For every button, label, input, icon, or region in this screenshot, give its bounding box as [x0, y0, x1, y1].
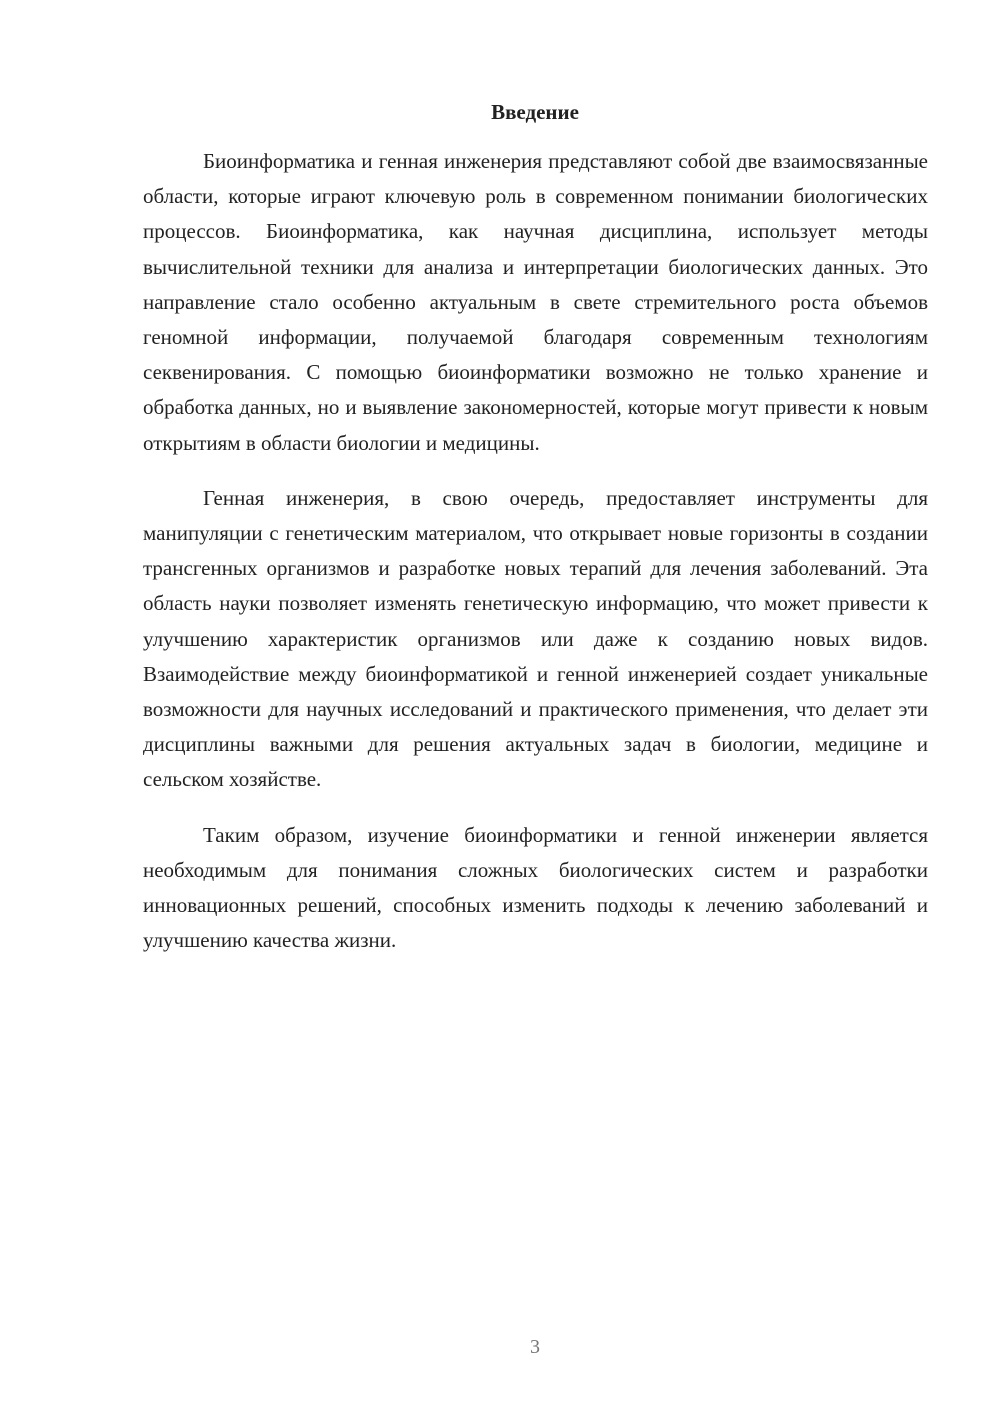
paragraph-1: Биоинформатика и генная инженерия представляют собой две взаимосвязанные области, которые играют ключевую роль в современном понимании биологических процессов. Биоинформатика, как научная дисциплина, использует методы вычислительной техники для анализа и интерпретации биологических данных. Это направление стало особенно актуальным в свете стремительного роста объемов геномной информации, получаемой благодаря современным технологиям секвенирования. С помощью биоинформатики возможно не только хранение и обработка данных, но и выявление закономерностей, которые могут привести к новым открытиям в области биологии и медицины.	[143, 149, 928, 455]
paragraph-3: Таким образом, изучение биоинформатики и генной инженерии является необходимым для понимания сложных биологических систем и разработки инновационных решений, способных изменить подходы к лечению заболеваний и улучшению качества жизни.	[143, 822, 928, 953]
document-body	[143, 144, 928, 978]
page-number: 3	[530, 1336, 540, 1358]
page-title: Введение	[491, 100, 579, 124]
paragraph-2: Генная инженерия, в свою очередь, предоставляет инструменты для манипуляции с генетическим материалом, что открывает новые горизонты в создании трансгенных организмов и разработке новых терапий для лечения заболеваний. Эта область науки позволяет изменять генетическую информацию, что может привести к улучшению характеристик организмов или даже к созданию новых видов. Взаимодействие между биоинформатикой и генной инженерией создает уникальные возможности для научных исследований и практического применения, что делает эти дисциплины важными для решения актуальных задач в биологии, медицине и сельском хозяйстве.	[143, 485, 928, 792]
